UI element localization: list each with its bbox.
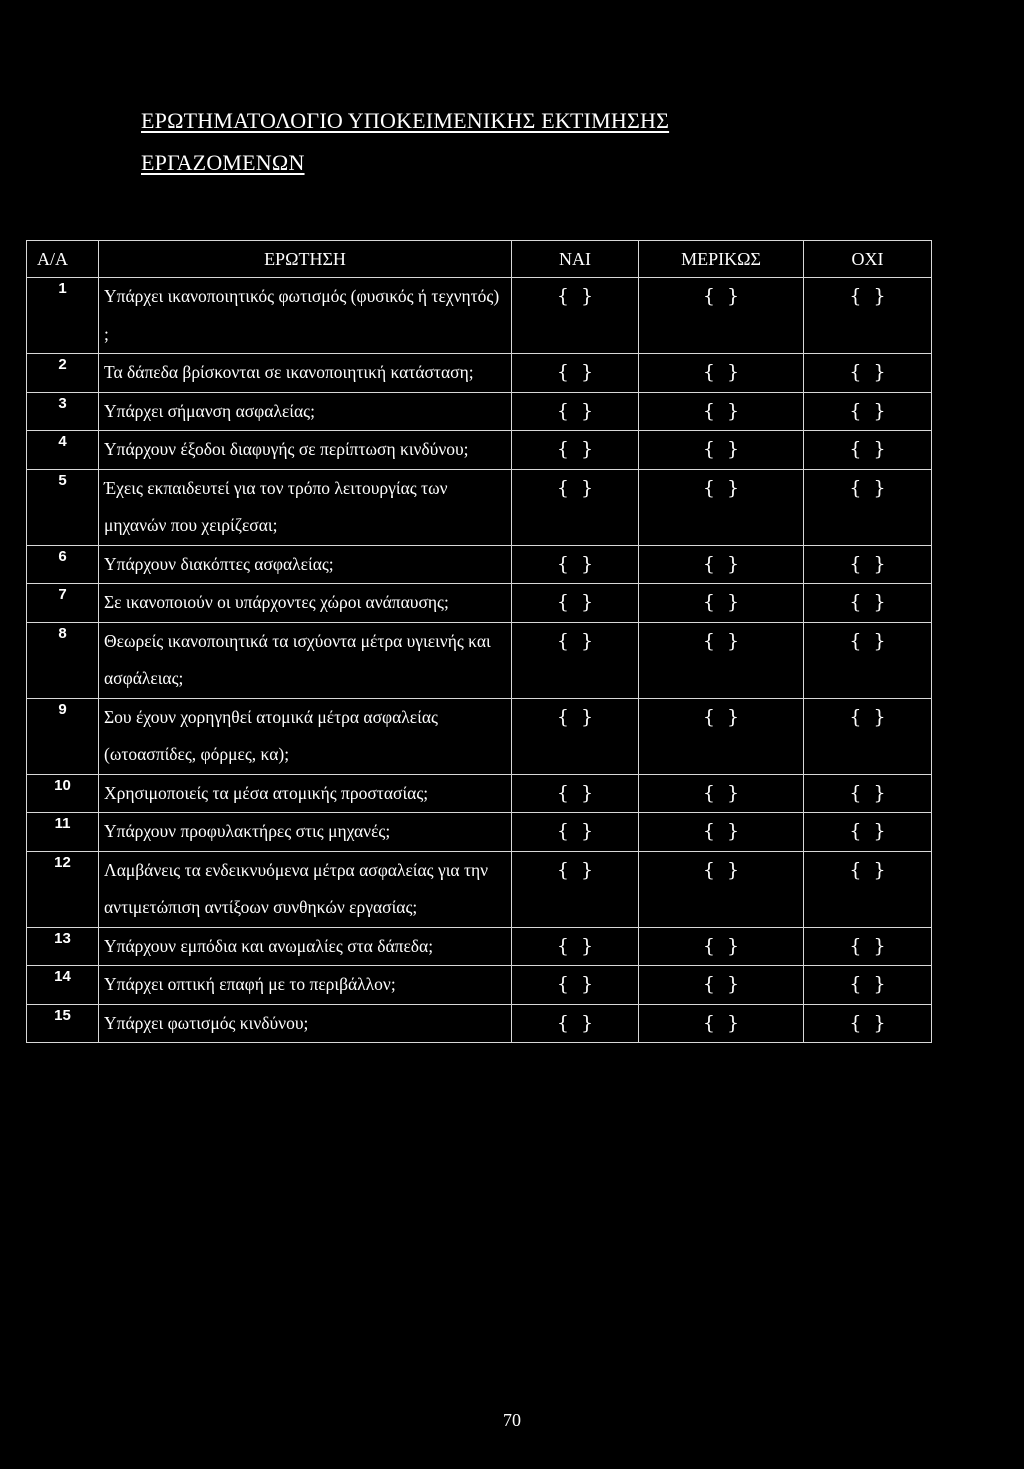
answer-checkbox-partially[interactable]: { } <box>702 1011 740 1034</box>
answer-checkbox-yes[interactable]: { } <box>556 1011 594 1034</box>
answer-checkbox-no[interactable]: { } <box>849 476 886 499</box>
document-title-line1: ΕΡΩΤΗΜΑΤΟΛΟΓΙΟ ΥΠΟΚΕΙΜΕΝΙΚΗΣ ΕΚΤΙΜΗΣΗΣ <box>141 108 670 133</box>
table-row <box>27 469 932 545</box>
table-row <box>27 392 932 431</box>
answer-checkbox-no[interactable]: { } <box>849 399 886 422</box>
header-no: ΟΧΙ <box>804 241 932 278</box>
row-number: 13 <box>27 927 99 966</box>
answer-checkbox-yes[interactable]: { } <box>556 629 594 652</box>
answer-checkbox-yes[interactable]: { } <box>556 591 594 613</box>
table-row <box>27 431 932 470</box>
answer-checkbox-yes[interactable]: { } <box>556 858 594 881</box>
answer-cell-partially <box>639 392 804 431</box>
answer-cell-no <box>804 813 932 852</box>
answer-checkbox-partially[interactable]: { } <box>702 438 740 460</box>
table-row <box>27 774 932 813</box>
table-header-row <box>27 241 932 278</box>
answer-cell-yes <box>512 278 639 354</box>
question-text: Θεωρείς ικανοποιητικά τα ισχύοντα μέτρα υγιεινής και ασφάλειας; <box>99 622 512 698</box>
answer-checkbox-yes[interactable]: { } <box>556 438 594 460</box>
table-row <box>27 1004 932 1043</box>
answer-cell-yes <box>512 966 639 1005</box>
answer-checkbox-no[interactable]: { } <box>849 973 886 995</box>
row-number: 11 <box>27 813 99 852</box>
answer-cell-no <box>804 851 932 927</box>
answer-cell-yes <box>512 431 639 470</box>
answer-cell-partially <box>639 1004 804 1043</box>
answer-checkbox-partially[interactable]: { } <box>702 476 740 499</box>
question-text: Υπάρχει φωτισμός κινδύνου; <box>99 1004 512 1043</box>
row-number: 6 <box>27 545 99 584</box>
answer-checkbox-yes[interactable]: { } <box>556 820 594 842</box>
answer-cell-yes <box>512 851 639 927</box>
question-text: Σε ικανοποιούν οι υπάρχοντες χώροι ανάπαυσης; <box>99 584 512 623</box>
answer-cell-yes <box>512 698 639 774</box>
answer-cell-yes <box>512 584 639 623</box>
question-text: Υπάρχουν διακόπτες ασφαλείας; <box>99 545 512 584</box>
table-row <box>27 966 932 1005</box>
answer-cell-yes <box>512 622 639 698</box>
row-number: 3 <box>27 392 99 431</box>
answer-checkbox-no[interactable]: { } <box>849 629 886 652</box>
header-number: Α/Α <box>27 241 99 278</box>
answer-checkbox-no[interactable]: { } <box>849 934 886 957</box>
table-row <box>27 622 932 698</box>
answer-cell-partially <box>639 851 804 927</box>
answer-checkbox-partially[interactable]: { } <box>702 361 740 383</box>
row-number: 8 <box>27 622 99 698</box>
question-text: Τα δάπεδα βρίσκονται σε ικανοποιητική κατάσταση; <box>99 354 512 393</box>
question-text: Υπάρχει ικανοποιητικός φωτισμός (φυσικός ή τεχνητός) ; <box>99 278 512 354</box>
answer-cell-no <box>804 545 932 584</box>
answer-checkbox-no[interactable]: { } <box>849 285 886 307</box>
answer-cell-partially <box>639 622 804 698</box>
table-row <box>27 851 932 927</box>
answer-cell-no <box>804 927 932 966</box>
row-number: 14 <box>27 966 99 1005</box>
answer-checkbox-partially[interactable]: { } <box>702 973 740 995</box>
answer-cell-partially <box>639 431 804 470</box>
row-number: 2 <box>27 354 99 393</box>
question-text: Υπάρχουν προφυλακτήρες στις μηχανές; <box>99 813 512 852</box>
answer-cell-no <box>804 698 932 774</box>
answer-cell-partially <box>639 698 804 774</box>
answer-cell-no <box>804 1004 932 1043</box>
answer-cell-no <box>804 354 932 393</box>
question-text: Σου έχουν χορηγηθεί ατομικά μέτρα ασφαλείας (ωτοασπίδες, φόρμες, κα); <box>99 698 512 774</box>
answer-checkbox-partially[interactable]: { } <box>702 858 740 881</box>
answer-cell-no <box>804 584 932 623</box>
answer-cell-yes <box>512 354 639 393</box>
table-row <box>27 545 932 584</box>
answer-cell-no <box>804 622 932 698</box>
row-number: 7 <box>27 584 99 623</box>
question-text: Υπάρχει σήμανση ασφαλείας; <box>99 392 512 431</box>
answer-cell-no <box>804 278 932 354</box>
answer-checkbox-partially[interactable]: { } <box>702 781 740 804</box>
answer-checkbox-no[interactable]: { } <box>849 361 886 383</box>
answer-checkbox-no[interactable]: { } <box>849 552 886 575</box>
question-text: Χρησιμοποιείς τα μέσα ατομικής προστασίας; <box>99 774 512 813</box>
answer-checkbox-yes[interactable]: { } <box>556 399 594 422</box>
header-partially: ΜΕΡΙΚΩΣ <box>639 241 804 278</box>
answer-checkbox-partially[interactable]: { } <box>702 820 740 842</box>
answer-checkbox-partially[interactable]: { } <box>702 705 740 728</box>
table-row <box>27 584 932 623</box>
row-number: 12 <box>27 851 99 927</box>
answer-checkbox-yes[interactable]: { } <box>556 781 594 804</box>
answer-checkbox-partially[interactable]: { } <box>702 629 740 652</box>
answer-checkbox-no[interactable]: { } <box>849 1011 886 1034</box>
answer-checkbox-no[interactable]: { } <box>849 591 886 613</box>
question-text: Υπάρχει οπτική επαφή με το περιβάλλον; <box>99 966 512 1005</box>
answer-checkbox-no[interactable]: { } <box>849 705 886 728</box>
answer-checkbox-yes[interactable]: { } <box>556 934 594 957</box>
answer-checkbox-yes[interactable]: { } <box>556 705 594 728</box>
answer-checkbox-partially[interactable]: { } <box>702 285 740 307</box>
answer-cell-partially <box>639 774 804 813</box>
answer-cell-no <box>804 774 932 813</box>
row-number: 9 <box>27 698 99 774</box>
answer-cell-no <box>804 469 932 545</box>
row-number: 5 <box>27 469 99 545</box>
table-body <box>27 278 932 1043</box>
answer-checkbox-no[interactable]: { } <box>849 820 886 842</box>
answer-cell-no <box>804 392 932 431</box>
answer-cell-yes <box>512 1004 639 1043</box>
answer-cell-no <box>804 431 932 470</box>
row-number: 15 <box>27 1004 99 1043</box>
question-text: Έχεις εκπαιδευτεί για τον τρόπο λειτουργίας των μηχανών που χειρίζεσαι; <box>99 469 512 545</box>
answer-cell-yes <box>512 813 639 852</box>
answer-cell-partially <box>639 927 804 966</box>
answer-cell-yes <box>512 927 639 966</box>
answer-checkbox-no[interactable]: { } <box>849 438 886 460</box>
header-question: ΕΡΩΤΗΣΗ <box>99 241 512 278</box>
row-number: 4 <box>27 431 99 470</box>
answer-checkbox-yes[interactable]: { } <box>556 285 594 307</box>
answer-cell-partially <box>639 354 804 393</box>
row-number: 1 <box>27 278 99 354</box>
answer-cell-yes <box>512 469 639 545</box>
answer-cell-yes <box>512 392 639 431</box>
answer-checkbox-yes[interactable]: { } <box>556 552 594 575</box>
document-title-line2: ΕΡΓΑΖΟΜΕΝΩΝ <box>141 150 305 175</box>
answer-checkbox-no[interactable]: { } <box>849 781 886 804</box>
question-text: Υπάρχουν εμπόδια και ανωμαλίες στα δάπεδα; <box>99 927 512 966</box>
question-text: Λαμβάνεις τα ενδεικνυόμενα μέτρα ασφαλείας για την αντιμετώπιση αντίξοων συνθηκών εργασίας; <box>99 851 512 927</box>
answer-checkbox-yes[interactable]: { } <box>556 361 594 383</box>
answer-cell-partially <box>639 584 804 623</box>
answer-checkbox-partially[interactable]: { } <box>702 591 740 613</box>
answer-cell-no <box>804 966 932 1005</box>
header-yes: ΝΑΙ <box>512 241 639 278</box>
table-row <box>27 813 932 852</box>
answer-cell-partially <box>639 545 804 584</box>
answer-cell-partially <box>639 278 804 354</box>
row-number: 10 <box>27 774 99 813</box>
answer-checkbox-yes[interactable]: { } <box>556 476 594 499</box>
table-row <box>27 354 932 393</box>
answer-cell-partially <box>639 813 804 852</box>
answer-cell-yes <box>512 545 639 584</box>
answer-checkbox-no[interactable]: { } <box>849 858 886 881</box>
questionnaire-table <box>26 240 932 1043</box>
table-row <box>27 698 932 774</box>
page-number: 70 <box>503 1410 521 1430</box>
answer-checkbox-yes[interactable]: { } <box>556 973 594 995</box>
answer-cell-yes <box>512 774 639 813</box>
table-row <box>27 278 932 354</box>
answer-checkbox-partially[interactable]: { } <box>702 552 740 575</box>
answer-checkbox-partially[interactable]: { } <box>702 399 740 422</box>
answer-cell-partially <box>639 469 804 545</box>
table-row <box>27 927 932 966</box>
answer-cell-partially <box>639 966 804 1005</box>
question-text: Υπάρχουν έξοδοι διαφυγής σε περίπτωση κινδύνου; <box>99 431 512 470</box>
answer-checkbox-partially[interactable]: { } <box>702 934 740 957</box>
